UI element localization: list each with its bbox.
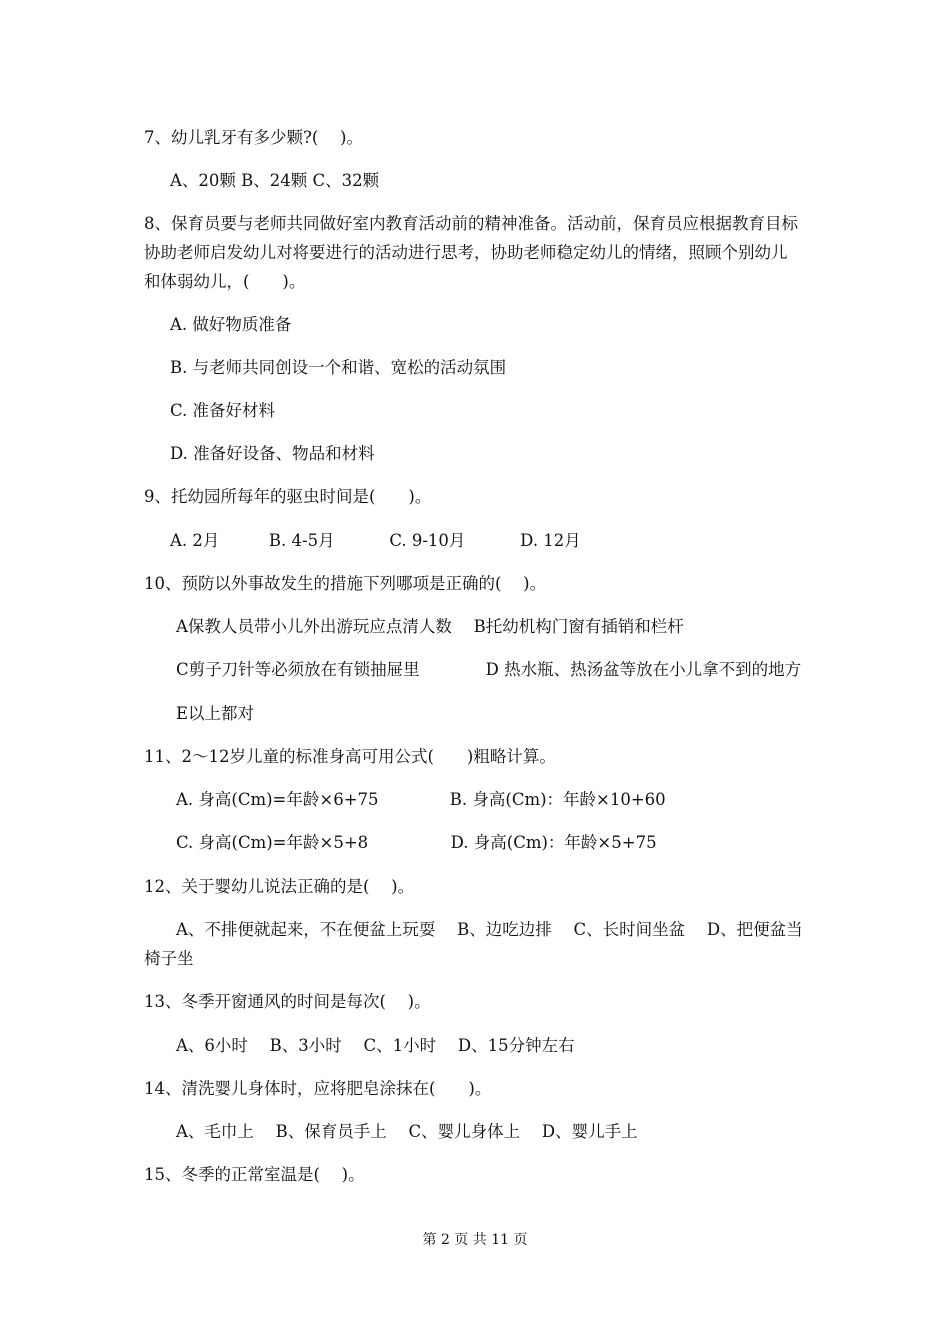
options-7: A、20颗 B、24颗 C、32颗	[170, 171, 380, 190]
page-footer: 第 2 页 共 11 页	[422, 1232, 528, 1248]
option-8d: D. 准备好设备、物品和材料	[170, 444, 375, 463]
options-14: A、毛巾上 B、保育员手上 C、婴儿身体上 D、婴儿手上	[176, 1122, 638, 1141]
option-10e: E以上都对	[176, 704, 255, 723]
question-14: 14、清洗婴儿身体时，应将肥皂涂抹在( )。	[144, 1079, 492, 1098]
options-11-ab: A. 身高(Cm)=年龄×6+75 B. 身高(Cm)：年龄×10+60	[176, 790, 666, 809]
question-15: 15、冬季的正常室温是( )。	[144, 1165, 365, 1184]
question-10: 10、预防以外事故发生的措施下列哪项是正确的( )。	[144, 574, 547, 593]
question-9: 9、托幼园所每年的驱虫时间是( )。	[144, 487, 432, 506]
options-9: A. 2月 B. 4-5月 C. 9-10月 D. 12月	[170, 531, 581, 550]
option-8a: A. 做好物质准备	[170, 315, 292, 334]
options-12-line1: A、不排便就起来，不在便盆上玩耍 B、边吃边排 C、长时间坐盆 D、把便盆当	[176, 920, 803, 939]
option-8c: C. 准备好材料	[170, 401, 276, 420]
question-13: 13、冬季开窗通风的时间是每次( )。	[144, 992, 431, 1011]
options-12-line2: 椅子坐	[144, 949, 194, 968]
options-13: A、6小时 B、3小时 C、1小时 D、15分钟左右	[176, 1036, 575, 1055]
options-10-cd: C剪子刀针等必须放在有锁抽屉里 D 热水瓶、热汤盆等放在小儿拿不到的地方	[176, 660, 802, 679]
question-12: 12、关于婴幼儿说法正确的是( )。	[144, 877, 415, 896]
question-11: 11、2～12岁儿童的标准身高可用公式( )粗略计算。	[144, 747, 556, 766]
options-11-cd: C. 身高(Cm)=年龄×5+8 D. 身高(Cm)：年龄×5+75	[176, 833, 657, 852]
options-10-ab: A保教人员带小儿外出游玩应点清人数 B托幼机构门窗有插销和栏杆	[176, 617, 684, 636]
question-8-line3: 和体弱幼儿，( )。	[144, 272, 306, 291]
option-8b: B. 与老师共同创设一个和谐、宽松的活动氛围	[170, 358, 507, 377]
question-8-line2: 协助老师启发幼儿对将要进行的活动进行思考，协助老师稳定幼儿的情绪，照顾个别幼儿	[144, 243, 788, 262]
question-8-line1: 8、保育员要与老师共同做好室内教育活动前的精神准备。活动前，保育员应根据教育目标	[144, 214, 798, 233]
question-7: 7、幼儿乳牙有多少颗?( )。	[144, 128, 363, 147]
